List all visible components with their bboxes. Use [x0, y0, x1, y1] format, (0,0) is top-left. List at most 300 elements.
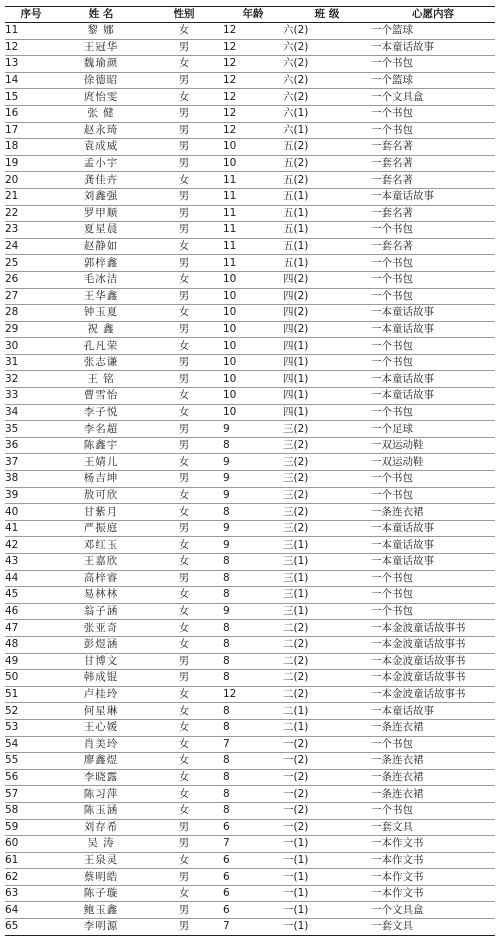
cell-wish: 一本作文书	[371, 852, 495, 869]
cell-id: 21	[5, 188, 57, 205]
cell-age: 9	[223, 471, 283, 488]
table-row	[5, 454, 495, 471]
cell-gender: 男	[145, 122, 223, 139]
cell-gender: 女	[145, 305, 223, 322]
cell-age: 8	[223, 703, 283, 720]
cell-wish: 一套文具	[371, 819, 495, 836]
cell-wish: 一条连衣裙	[371, 504, 495, 521]
cell-age: 9	[223, 487, 283, 504]
cell-gender: 男	[145, 869, 223, 886]
cell-class: 六(2)	[283, 72, 371, 89]
cell-age: 12	[223, 39, 283, 56]
cell-class: 四(2)	[283, 305, 371, 322]
cell-wish: 一本作文书	[371, 836, 495, 853]
cell-id: 50	[5, 670, 57, 687]
cell-age: 9	[223, 537, 283, 554]
cell-wish: 一套文具	[371, 919, 495, 936]
cell-gender: 男	[145, 354, 223, 371]
cell-class: 一(2)	[283, 736, 371, 753]
cell-gender: 男	[145, 471, 223, 488]
cell-age: 12	[223, 686, 283, 703]
cell-gender: 男	[145, 39, 223, 56]
cell-age: 11	[223, 255, 283, 272]
cell-gender: 男	[145, 321, 223, 338]
table-row	[5, 122, 495, 139]
cell-wish: 一本童话故事	[371, 537, 495, 554]
cell-class: 五(1)	[283, 255, 371, 272]
cell-name: 曹雪怡	[57, 388, 145, 405]
cell-id: 60	[5, 836, 57, 853]
table-row	[5, 222, 495, 239]
cell-wish: 一条连衣裙	[371, 786, 495, 803]
cell-gender: 男	[145, 205, 223, 222]
cell-class: 三(1)	[283, 587, 371, 604]
cell-class: 二(2)	[283, 636, 371, 653]
cell-id: 54	[5, 736, 57, 753]
table-row	[5, 869, 495, 886]
cell-wish: 一双运动鞋	[371, 437, 495, 454]
cell-class: 二(1)	[283, 719, 371, 736]
table-body	[5, 23, 495, 936]
table-row	[5, 437, 495, 454]
cell-name: 高梓睿	[57, 570, 145, 587]
table-row	[5, 620, 495, 637]
cell-wish: 一个书包	[371, 338, 495, 355]
table-row	[5, 753, 495, 770]
cell-wish: 一本童话故事	[371, 371, 495, 388]
cell-gender: 女	[145, 636, 223, 653]
cell-class: 一(1)	[283, 852, 371, 869]
cell-id: 17	[5, 122, 57, 139]
cell-age: 9	[223, 454, 283, 471]
cell-id: 53	[5, 719, 57, 736]
cell-age: 11	[223, 205, 283, 222]
cell-name: 李名超	[57, 421, 145, 438]
cell-gender: 女	[145, 769, 223, 786]
cell-age: 9	[223, 603, 283, 620]
cell-wish: 一本金波童话故事书	[371, 670, 495, 687]
cell-class: 五(2)	[283, 139, 371, 156]
cell-age: 6	[223, 819, 283, 836]
table-row	[5, 703, 495, 720]
cell-wish: 一个书包	[371, 587, 495, 604]
cell-id: 27	[5, 288, 57, 305]
cell-id: 59	[5, 819, 57, 836]
cell-class: 六(2)	[283, 23, 371, 40]
cell-name: 刘存希	[57, 819, 145, 836]
cell-id: 65	[5, 919, 57, 936]
cell-name: 鲍玉鑫	[57, 902, 145, 919]
cell-class: 三(1)	[283, 603, 371, 620]
cell-name: 李子悦	[57, 404, 145, 421]
cell-gender: 男	[145, 520, 223, 537]
cell-name: 毛冰洁	[57, 271, 145, 288]
cell-age: 8	[223, 753, 283, 770]
table-row	[5, 836, 495, 853]
table-row	[5, 23, 495, 40]
cell-name: 甘紫月	[57, 504, 145, 521]
cell-id: 18	[5, 139, 57, 156]
cell-name: 严振庭	[57, 520, 145, 537]
table-row	[5, 56, 495, 73]
cell-id: 13	[5, 56, 57, 73]
cell-name: 王冠华	[57, 39, 145, 56]
table-row	[5, 404, 495, 421]
cell-wish: 一条连衣裙	[371, 753, 495, 770]
cell-name: 蔡明皓	[57, 869, 145, 886]
cell-class: 一(2)	[283, 786, 371, 803]
cell-age: 10	[223, 371, 283, 388]
table-row	[5, 902, 495, 919]
cell-gender: 女	[145, 620, 223, 637]
table-row	[5, 802, 495, 819]
cell-gender: 女	[145, 587, 223, 604]
cell-id: 64	[5, 902, 57, 919]
cell-wish: 一个书包	[371, 404, 495, 421]
cell-age: 12	[223, 105, 283, 122]
cell-name: 赵静如	[57, 238, 145, 255]
cell-class: 五(2)	[283, 172, 371, 189]
cell-gender: 男	[145, 222, 223, 239]
cell-wish: 一本童话故事	[371, 520, 495, 537]
cell-id: 47	[5, 620, 57, 637]
cell-age: 7	[223, 919, 283, 936]
cell-name: 肖美玲	[57, 736, 145, 753]
cell-id: 28	[5, 305, 57, 322]
cell-name: 黎 娜	[57, 23, 145, 40]
cell-id: 24	[5, 238, 57, 255]
cell-age: 8	[223, 504, 283, 521]
cell-age: 8	[223, 554, 283, 571]
table-row	[5, 371, 495, 388]
cell-age: 10	[223, 404, 283, 421]
cell-wish: 一本金波童话故事书	[371, 653, 495, 670]
cell-name: 卢桂玲	[57, 686, 145, 703]
cell-gender: 男	[145, 139, 223, 156]
cell-wish: 一个文具盒	[371, 902, 495, 919]
cell-name: 王泉灵	[57, 852, 145, 869]
cell-name: 王 铭	[57, 371, 145, 388]
table-row	[5, 89, 495, 106]
cell-gender: 男	[145, 371, 223, 388]
cell-age: 8	[223, 653, 283, 670]
cell-wish: 一个书包	[371, 471, 495, 488]
cell-age: 8	[223, 587, 283, 604]
cell-wish: 一个书包	[371, 288, 495, 305]
cell-age: 12	[223, 89, 283, 106]
cell-name: 龚佳卉	[57, 172, 145, 189]
cell-id: 62	[5, 869, 57, 886]
cell-gender: 男	[145, 72, 223, 89]
cell-class: 三(2)	[283, 454, 371, 471]
cell-class: 四(1)	[283, 371, 371, 388]
cell-class: 六(1)	[283, 122, 371, 139]
cell-gender: 男	[145, 919, 223, 936]
table-row	[5, 587, 495, 604]
table-row	[5, 885, 495, 902]
cell-wish: 一套名著	[371, 139, 495, 156]
cell-id: 36	[5, 437, 57, 454]
cell-id: 46	[5, 603, 57, 620]
cell-gender: 女	[145, 271, 223, 288]
cell-wish: 一本作文书	[371, 885, 495, 902]
table-row	[5, 338, 495, 355]
cell-name: 陈子璇	[57, 885, 145, 902]
cell-gender: 女	[145, 56, 223, 73]
cell-class: 四(1)	[283, 388, 371, 405]
cell-class: 四(1)	[283, 354, 371, 371]
cell-age: 6	[223, 885, 283, 902]
cell-age: 8	[223, 802, 283, 819]
cell-age: 10	[223, 288, 283, 305]
cell-age: 12	[223, 23, 283, 40]
cell-age: 6	[223, 852, 283, 869]
cell-age: 8	[223, 786, 283, 803]
cell-wish: 一本作文书	[371, 869, 495, 886]
cell-id: 29	[5, 321, 57, 338]
cell-gender: 女	[145, 537, 223, 554]
cell-class: 三(2)	[283, 504, 371, 521]
cell-gender: 女	[145, 23, 223, 40]
cell-gender: 男	[145, 836, 223, 853]
table-row	[5, 172, 495, 189]
table-row	[5, 554, 495, 571]
cell-class: 一(1)	[283, 902, 371, 919]
cell-class: 四(2)	[283, 321, 371, 338]
cell-wish: 一本童话故事	[371, 554, 495, 571]
cell-class: 六(2)	[283, 56, 371, 73]
header-age: 年龄	[223, 7, 283, 23]
cell-name: 廖鑫煜	[57, 753, 145, 770]
table-row	[5, 819, 495, 836]
cell-wish: 一个书包	[371, 56, 495, 73]
cell-gender: 女	[145, 454, 223, 471]
cell-class: 二(2)	[283, 686, 371, 703]
cell-age: 9	[223, 520, 283, 537]
cell-wish: 一本金波童话故事书	[371, 686, 495, 703]
header-class: 班 级	[283, 7, 371, 23]
cell-wish: 一个书包	[371, 354, 495, 371]
cell-gender: 女	[145, 554, 223, 571]
cell-wish: 一个书包	[371, 487, 495, 504]
cell-wish: 一个书包	[371, 255, 495, 272]
cell-gender: 男	[145, 421, 223, 438]
table-row	[5, 255, 495, 272]
cell-class: 一(2)	[283, 802, 371, 819]
cell-name: 王嘉欣	[57, 554, 145, 571]
cell-gender: 男	[145, 105, 223, 122]
cell-class: 六(1)	[283, 105, 371, 122]
cell-gender: 女	[145, 786, 223, 803]
cell-age: 10	[223, 388, 283, 405]
cell-wish: 一个书包	[371, 603, 495, 620]
cell-class: 六(2)	[283, 39, 371, 56]
cell-name: 陈玉涵	[57, 802, 145, 819]
table-row	[5, 305, 495, 322]
cell-gender: 男	[145, 570, 223, 587]
table-row	[5, 653, 495, 670]
cell-name: 何星琳	[57, 703, 145, 720]
cell-gender: 女	[145, 338, 223, 355]
cell-gender: 女	[145, 703, 223, 720]
table-row	[5, 39, 495, 56]
table-row	[5, 421, 495, 438]
cell-name: 郭梓鑫	[57, 255, 145, 272]
cell-gender: 男	[145, 155, 223, 172]
cell-class: 四(1)	[283, 338, 371, 355]
cell-id: 15	[5, 89, 57, 106]
cell-gender: 男	[145, 288, 223, 305]
table-row	[5, 686, 495, 703]
cell-name: 李明源	[57, 919, 145, 936]
cell-class: 一(1)	[283, 836, 371, 853]
cell-class: 一(1)	[283, 869, 371, 886]
cell-wish: 一个书包	[371, 271, 495, 288]
cell-age: 6	[223, 869, 283, 886]
cell-gender: 男	[145, 653, 223, 670]
cell-gender: 女	[145, 89, 223, 106]
cell-name: 甘博文	[57, 653, 145, 670]
cell-gender: 女	[145, 172, 223, 189]
cell-age: 10	[223, 354, 283, 371]
cell-name: 李晓露	[57, 769, 145, 786]
cell-id: 14	[5, 72, 57, 89]
table-row	[5, 105, 495, 122]
cell-class: 五(1)	[283, 222, 371, 239]
cell-age: 12	[223, 56, 283, 73]
cell-wish: 一本童话故事	[371, 388, 495, 405]
cell-gender: 女	[145, 404, 223, 421]
cell-wish: 一个书包	[371, 802, 495, 819]
cell-gender: 男	[145, 255, 223, 272]
table-row	[5, 537, 495, 554]
cell-age: 8	[223, 769, 283, 786]
table-row	[5, 636, 495, 653]
cell-class: 四(1)	[283, 404, 371, 421]
cell-wish: 一个书包	[371, 105, 495, 122]
cell-name: 王心媛	[57, 719, 145, 736]
cell-id: 22	[5, 205, 57, 222]
cell-id: 45	[5, 587, 57, 604]
cell-id: 30	[5, 338, 57, 355]
table-row	[5, 72, 495, 89]
cell-gender: 男	[145, 819, 223, 836]
cell-class: 三(2)	[283, 520, 371, 537]
cell-wish: 一本金波童话故事书	[371, 620, 495, 637]
table-row	[5, 288, 495, 305]
table-row	[5, 155, 495, 172]
header-wish: 心愿内容	[371, 7, 495, 23]
cell-id: 63	[5, 885, 57, 902]
cell-age: 7	[223, 836, 283, 853]
cell-id: 48	[5, 636, 57, 653]
cell-gender: 女	[145, 603, 223, 620]
cell-name: 张亚奇	[57, 620, 145, 637]
cell-name: 徐德昭	[57, 72, 145, 89]
cell-age: 10	[223, 321, 283, 338]
table-row	[5, 504, 495, 521]
cell-id: 11	[5, 23, 57, 40]
header-name: 姓 名	[57, 7, 145, 23]
cell-name: 彭煜涵	[57, 636, 145, 653]
cell-wish: 一个篮球	[371, 72, 495, 89]
cell-wish: 一个篮球	[371, 23, 495, 40]
cell-name: 陈习萍	[57, 786, 145, 803]
table-row	[5, 769, 495, 786]
cell-name: 王婧儿	[57, 454, 145, 471]
cell-gender: 男	[145, 902, 223, 919]
cell-id: 52	[5, 703, 57, 720]
cell-gender: 女	[145, 885, 223, 902]
cell-id: 49	[5, 653, 57, 670]
cell-name: 张志谦	[57, 354, 145, 371]
cell-gender: 女	[145, 504, 223, 521]
cell-class: 五(1)	[283, 188, 371, 205]
cell-wish: 一双运动鞋	[371, 454, 495, 471]
cell-age: 8	[223, 570, 283, 587]
wish-list-table	[5, 6, 495, 936]
cell-class: 三(2)	[283, 421, 371, 438]
cell-wish: 一本童话故事	[371, 321, 495, 338]
cell-name: 袁成威	[57, 139, 145, 156]
cell-id: 23	[5, 222, 57, 239]
cell-wish: 一个书包	[371, 736, 495, 753]
cell-class: 五(1)	[283, 238, 371, 255]
table-row	[5, 271, 495, 288]
table-row	[5, 919, 495, 936]
cell-class: 三(1)	[283, 537, 371, 554]
cell-class: 三(2)	[283, 487, 371, 504]
cell-name: 祝 鑫	[57, 321, 145, 338]
cell-id: 61	[5, 852, 57, 869]
cell-name: 夏星晨	[57, 222, 145, 239]
cell-id: 31	[5, 354, 57, 371]
cell-id: 56	[5, 769, 57, 786]
cell-id: 44	[5, 570, 57, 587]
cell-id: 32	[5, 371, 57, 388]
cell-id: 55	[5, 753, 57, 770]
cell-wish: 一个文具盒	[371, 89, 495, 106]
header-id: 序号	[5, 7, 57, 23]
cell-gender: 男	[145, 188, 223, 205]
cell-age: 10	[223, 271, 283, 288]
cell-name: 王华鑫	[57, 288, 145, 305]
cell-name: 罗甲顺	[57, 205, 145, 222]
cell-id: 51	[5, 686, 57, 703]
cell-class: 二(2)	[283, 670, 371, 687]
cell-name: 易林林	[57, 587, 145, 604]
cell-wish: 一个书包	[371, 222, 495, 239]
cell-name: 刘鑫强	[57, 188, 145, 205]
cell-wish: 一套名著	[371, 155, 495, 172]
cell-gender: 女	[145, 686, 223, 703]
cell-id: 57	[5, 786, 57, 803]
cell-age: 9	[223, 421, 283, 438]
cell-name: 孔凡荣	[57, 338, 145, 355]
cell-id: 37	[5, 454, 57, 471]
cell-age: 11	[223, 172, 283, 189]
cell-id: 38	[5, 471, 57, 488]
cell-wish: 一个书包	[371, 570, 495, 587]
cell-id: 16	[5, 105, 57, 122]
cell-class: 二(2)	[283, 653, 371, 670]
cell-wish: 一本童话故事	[371, 305, 495, 322]
cell-class: 一(2)	[283, 769, 371, 786]
cell-class: 二(1)	[283, 703, 371, 720]
cell-id: 20	[5, 172, 57, 189]
cell-wish: 一本童话故事	[371, 188, 495, 205]
cell-age: 8	[223, 670, 283, 687]
